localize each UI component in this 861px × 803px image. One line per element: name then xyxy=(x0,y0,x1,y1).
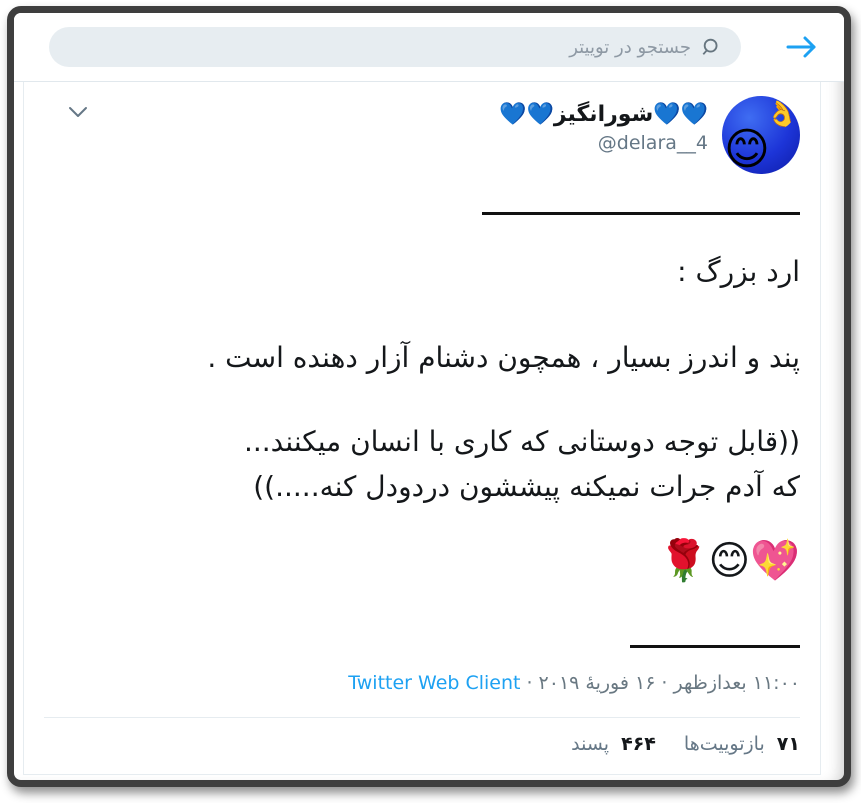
tweet-text-line-3b: که آدم جرات نمیکنه پیششون دردودل کنه.....)) xyxy=(253,470,800,503)
meta-separator-1: · xyxy=(661,672,668,694)
search-input[interactable] xyxy=(49,27,741,67)
tweet-text-line-1: ارد بزرگ : xyxy=(677,255,800,288)
tweet-date: ۱۶ فوریهٔ ۲۰۱۹ xyxy=(538,672,656,694)
arrow-right-icon[interactable] xyxy=(784,33,820,61)
retweets-stat[interactable] xyxy=(684,733,800,755)
tweet-text-divider-top xyxy=(482,212,800,215)
likes-label: پسند xyxy=(571,733,610,755)
tweet-time: ۱۱:۰۰ بعدازظهر xyxy=(673,672,800,694)
tweet-text-line-2: پند و اندرز بسیار ، همچون دشنام آزار دهنده است . xyxy=(207,341,800,374)
chevron-down-icon[interactable] xyxy=(66,104,90,120)
tweet-text-line-3 xyxy=(44,419,800,509)
tweet-card xyxy=(23,82,821,775)
author-block[interactable] xyxy=(499,96,708,156)
retweets-count: ۷۱ xyxy=(776,733,800,755)
retweets-label: بازتوییت‌ها xyxy=(683,733,765,755)
tweet-text-divider-bottom xyxy=(630,645,800,648)
tweet-source-link[interactable]: Twitter Web Client xyxy=(348,672,521,694)
tweet-meta xyxy=(44,672,800,694)
smiley-face-emoji: 😊 xyxy=(724,124,770,174)
search-bar xyxy=(14,13,844,82)
search-icon xyxy=(701,36,723,58)
meta-separator-2: · xyxy=(526,672,533,694)
tweet-stats xyxy=(44,718,800,774)
author-name[interactable]: 💙💙شورانگیز💙💙 xyxy=(499,102,708,127)
ok-hand-emoji: 👌 xyxy=(761,96,800,134)
tweet-text-line-3a: ((قابل توجه دوستانی که کاری با انسان میکنند... xyxy=(243,425,800,458)
likes-stat[interactable] xyxy=(571,733,656,755)
avatar[interactable] xyxy=(722,96,800,174)
tweet-body xyxy=(24,212,820,774)
screenshot-frame xyxy=(7,6,851,787)
author-handle[interactable]: @delara__4 xyxy=(597,132,708,154)
search-placeholder: جستجو در توییتر xyxy=(569,36,691,58)
tweet-header xyxy=(24,82,820,174)
tweet-emoji-row: 🌹😊💖 xyxy=(658,538,800,584)
likes-count: ۴۶۴ xyxy=(621,733,656,755)
